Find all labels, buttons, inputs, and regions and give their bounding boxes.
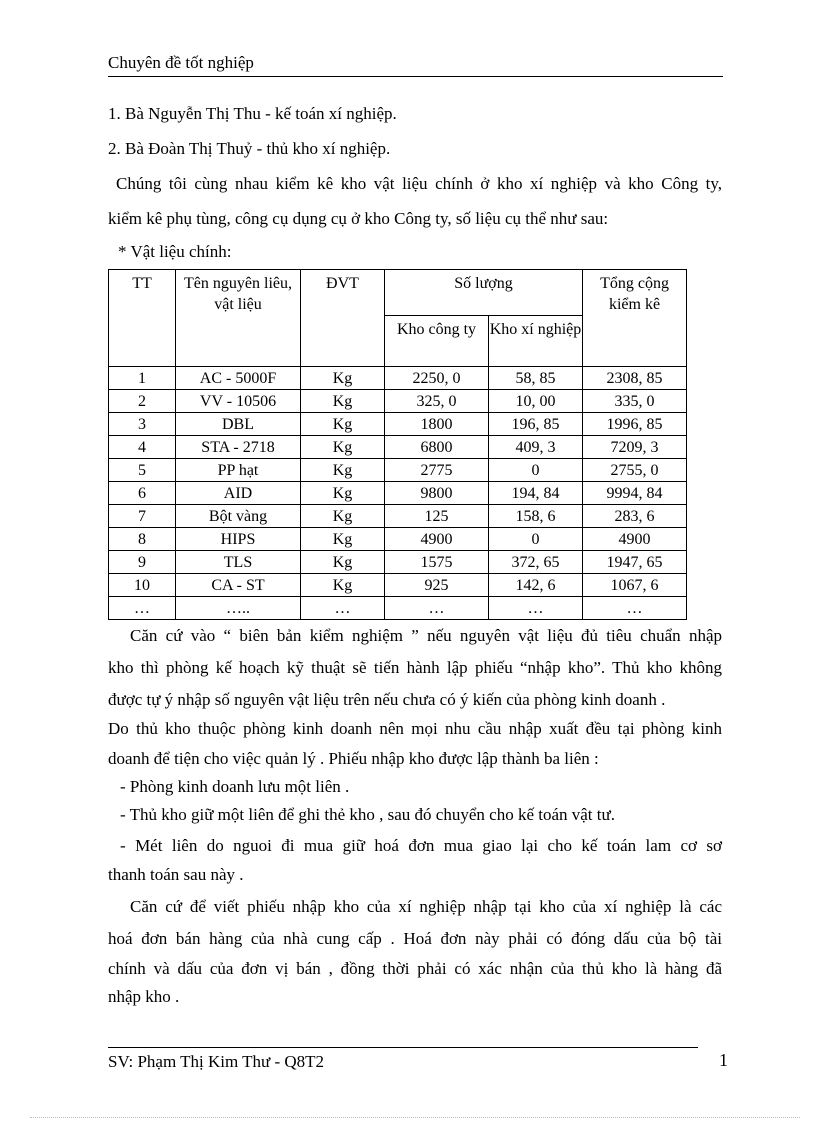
para2-line-3: được tự ý nhập số nguyên vật liệu trên nếu chưa có ý kiến của phòng kinh doanh . [108,690,666,709]
cell-company-qty: 925 [385,574,489,597]
cell-material-name: TLS [176,551,301,574]
cell-material-name: DBL [176,413,301,436]
cell-tt: 1 [109,367,176,390]
footer-rule [108,1047,698,1048]
cell-unit: Kg [301,367,385,390]
cell-tt: 9 [109,551,176,574]
page-edge-divider [30,1117,800,1118]
header-factory-stock: Kho xí nghiệp [489,316,583,367]
cell-total: 4900 [583,528,687,551]
para2-line-4: Do thủ kho thuộc phòng kinh doanh nên mọi nhu cầu nhập xuất đều tại phòng kinh [108,719,722,738]
para2-line-2: kho thì phòng kế hoạch kỹ thuật sẽ tiến hành lập phiếu “nhập kho”. Thủ kho không [108,658,722,677]
para2-line-5: doanh để tiện cho việc quản lý . Phiếu nhập kho được lập thành ba liên : [108,749,599,768]
page-header-title: Chuyên đề tốt nghiệp [108,53,254,72]
cell-material-name: STA - 2718 [176,436,301,459]
cell-unit: Kg [301,551,385,574]
cell-tt: 10 [109,574,176,597]
cell-company-qty: 125 [385,505,489,528]
cell-unit: … [301,597,385,620]
cell-tt: 7 [109,505,176,528]
inventory-table [108,269,687,620]
cell-unit: Kg [301,482,385,505]
cell-company-qty: 6800 [385,436,489,459]
para3-line-4: nhập kho . [108,987,180,1006]
cell-company-qty: 2775 [385,459,489,482]
cell-total: 1996, 85 [583,413,687,436]
cell-unit: Kg [301,505,385,528]
table-row [109,482,687,505]
cell-total: 2308, 85 [583,367,687,390]
para3-line-1: Căn cứ để viết phiếu nhập kho của xí nghiệp nhập tại kho của xí nghiệp là các [130,897,722,916]
cell-material-name: VV - 10506 [176,390,301,413]
header-company-stock: Kho công ty [385,316,489,367]
cell-total: 335, 0 [583,390,687,413]
cell-total: … [583,597,687,620]
page-number: 1 [719,1050,728,1070]
cell-material-name: ….. [176,597,301,620]
table-row [109,436,687,459]
header-name: Tên nguyên liêu, vật liệu [176,270,301,367]
cell-total: 7209, 3 [583,436,687,459]
bullet-3-line-1: - Mét liên do nguoi đi mua giữ hoá đơn mua giao lại cho kế toán lam cơ sơ [120,836,722,855]
cell-material-name: AC - 5000F [176,367,301,390]
header-rule [108,76,723,77]
header-quantity: Số lượng [385,270,583,316]
cell-tt: 4 [109,436,176,459]
cell-company-qty: 1800 [385,413,489,436]
bullet-2: - Thủ kho giữ một liên để ghi thẻ kho , sau đó chuyển cho kế toán vật tư. [120,805,615,824]
cell-company-qty: 325, 0 [385,390,489,413]
cell-company-qty: 2250, 0 [385,367,489,390]
cell-total: 2755, 0 [583,459,687,482]
header-unit: ĐVT [301,270,385,367]
table-row [109,413,687,436]
cell-unit: Kg [301,459,385,482]
bullet-3-line-2: thanh toán sau này . [108,865,244,884]
para3-line-3: chính và dấu của đơn vị bán , đồng thời phải có xác nhận của thủ kho là hàng đã [108,959,722,978]
cell-factory-qty: 10, 00 [489,390,583,413]
cell-material-name: PP hạt [176,459,301,482]
cell-factory-qty: … [489,597,583,620]
header-tt: TT [109,270,176,367]
cell-tt: 3 [109,413,176,436]
footer-author: SV: Phạm Thị Kim Thư - Q8T2 [108,1052,325,1071]
cell-material-name: HIPS [176,528,301,551]
cell-factory-qty: 0 [489,528,583,551]
cell-factory-qty: 158, 6 [489,505,583,528]
cell-unit: Kg [301,413,385,436]
table-row [109,597,687,620]
cell-factory-qty: 194, 84 [489,482,583,505]
cell-total: 1067, 6 [583,574,687,597]
table-row [109,367,687,390]
cell-unit: Kg [301,528,385,551]
header-total: Tổng cộng kiểm kê [583,270,687,367]
cell-material-name: CA - ST [176,574,301,597]
cell-factory-qty: 409, 3 [489,436,583,459]
section-label: * Vật liệu chính: [118,242,232,261]
table-row [109,459,687,482]
cell-unit: Kg [301,574,385,597]
cell-tt: 5 [109,459,176,482]
cell-unit: Kg [301,436,385,459]
intro-para-line-2: kiểm kê phụ tùng, công cụ dụng cụ ở kho Công ty, số liệu cụ thể như sau: [108,209,609,228]
para3-line-2: hoá đơn bán hàng của nhà cung cấp . Hoá đơn này phải có đóng dấu của bộ tài [108,929,722,948]
intro-item-1: 1. Bà Nguyễn Thị Thu - kế toán xí nghiệp. [108,104,397,123]
cell-total: 283, 6 [583,505,687,528]
cell-company-qty: 1575 [385,551,489,574]
cell-factory-qty: 372, 65 [489,551,583,574]
cell-total: 9994, 84 [583,482,687,505]
table-row [109,574,687,597]
cell-unit: Kg [301,390,385,413]
cell-company-qty: … [385,597,489,620]
cell-factory-qty: 0 [489,459,583,482]
cell-tt: 8 [109,528,176,551]
cell-tt: … [109,597,176,620]
table-row [109,505,687,528]
cell-company-qty: 9800 [385,482,489,505]
cell-material-name: Bột vàng [176,505,301,528]
cell-total: 1947, 65 [583,551,687,574]
intro-para-line-1: Chúng tôi cùng nhau kiểm kê kho vật liệu chính ở kho xí nghiệp và kho Công ty, [116,174,722,193]
cell-factory-qty: 142, 6 [489,574,583,597]
bullet-1: - Phòng kinh doanh lưu một liên . [120,777,350,796]
para2-line-1: Căn cứ vào “ biên bản kiểm nghiệm ” nếu nguyên vật liệu đủ tiêu chuẩn nhập [130,626,722,645]
table-row [109,390,687,413]
table-row [109,528,687,551]
cell-tt: 6 [109,482,176,505]
cell-factory-qty: 196, 85 [489,413,583,436]
cell-material-name: AID [176,482,301,505]
table-row [109,551,687,574]
cell-company-qty: 4900 [385,528,489,551]
cell-tt: 2 [109,390,176,413]
cell-factory-qty: 58, 85 [489,367,583,390]
intro-item-2: 2. Bà Đoàn Thị Thuỷ - thủ kho xí nghiệp. [108,139,391,158]
